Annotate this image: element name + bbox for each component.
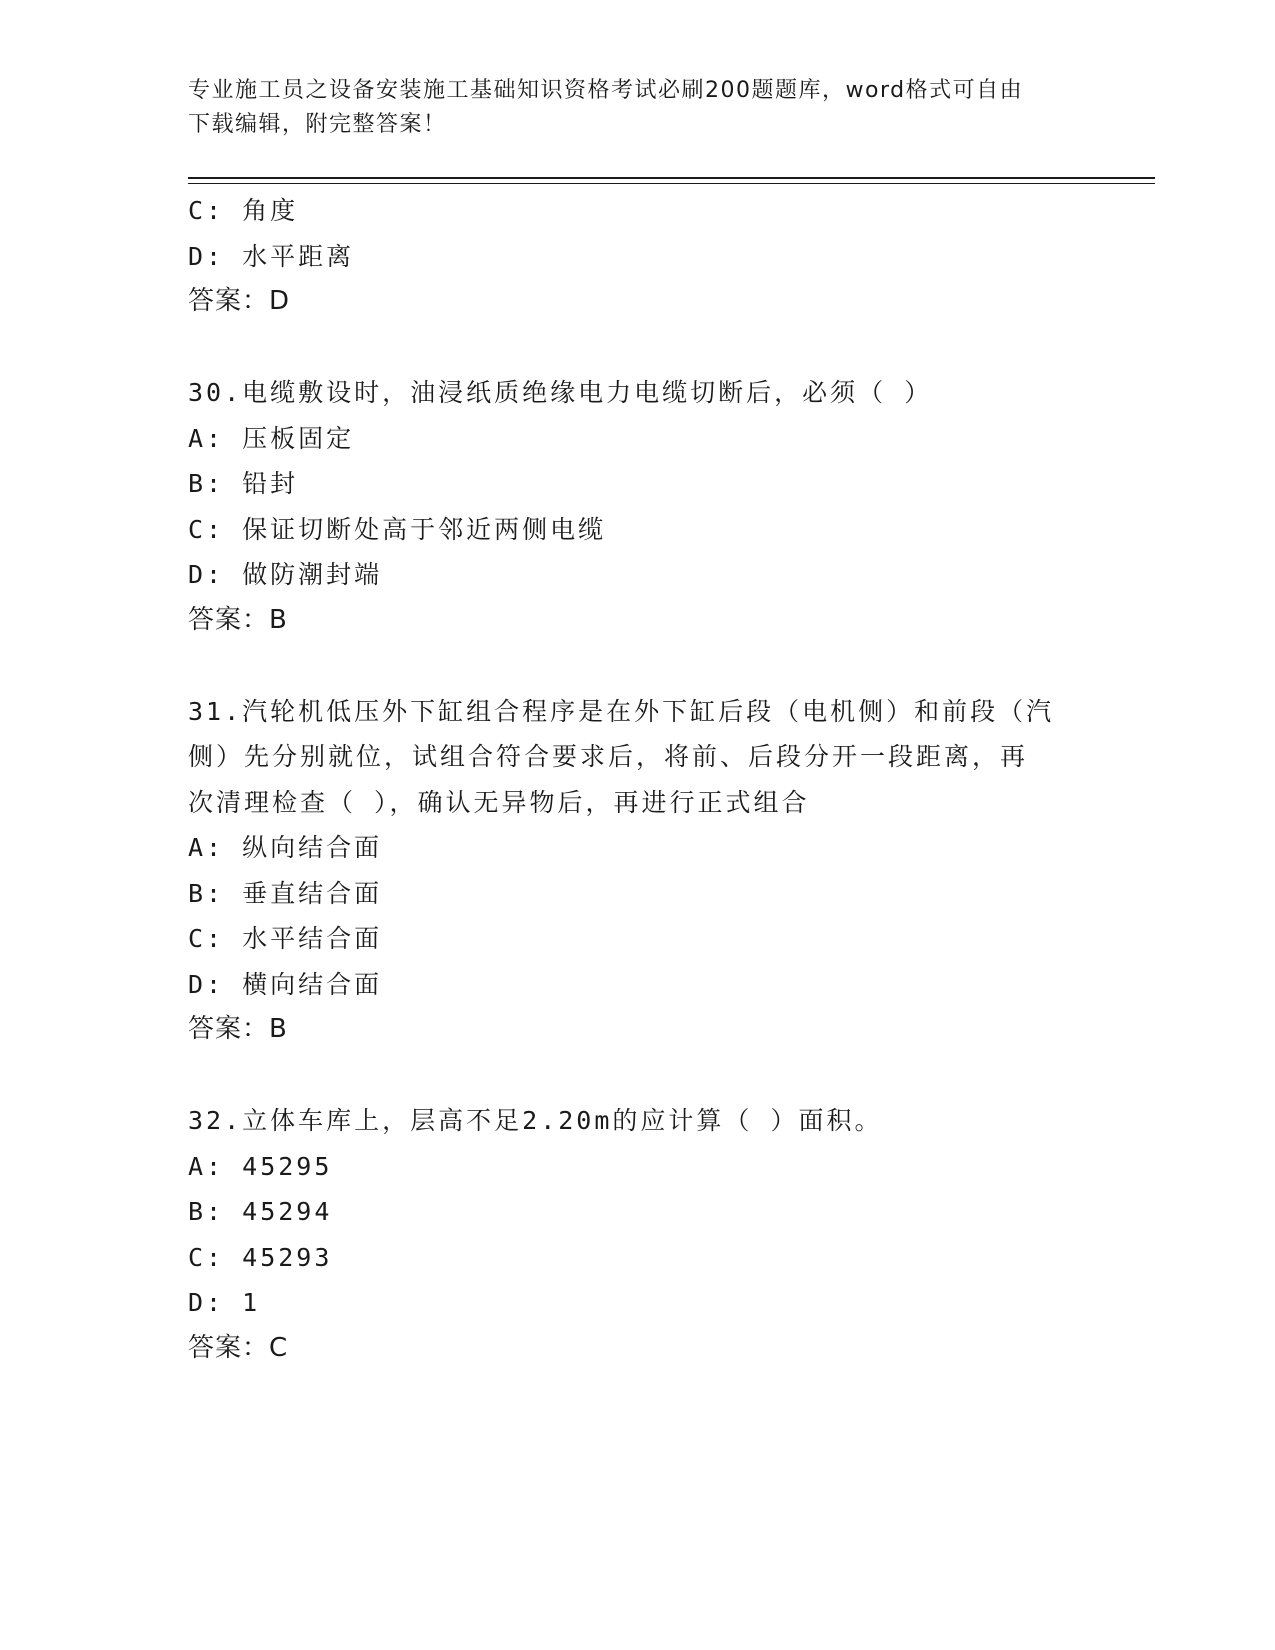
option-b: B: 垂直结合面 <box>188 878 383 908</box>
option-a: A: 压板固定 <box>188 423 355 453</box>
question-stem-line-3: 次清理检查（ ），确认无异物后，再进行正式组合 <box>188 787 810 817</box>
question-32-block <box>188 1098 1088 1371</box>
option-b: B: 铅封 <box>188 469 299 498</box>
option-d: D: 做防潮封端 <box>188 560 383 589</box>
question-stem: 30.电缆敷设时，油浸纸质绝缘电力电缆切断后，必须（ ） <box>188 378 933 407</box>
header-divider-thick <box>188 177 1155 179</box>
option-d: D: 横向结合面 <box>188 969 383 999</box>
document-header <box>188 74 1088 142</box>
option-d: D: 1 <box>188 1288 261 1317</box>
spacer <box>188 643 1088 689</box>
option-c: C: 保证切断处高于邻近两侧电缆 <box>188 514 607 544</box>
question-list <box>188 188 1088 1371</box>
option-c: C: 水平结合面 <box>188 924 383 953</box>
header-divider-thin <box>188 183 1155 184</box>
option-c: C: 45293 <box>188 1242 333 1272</box>
spacer <box>188 1053 1088 1099</box>
header-line-2: 下载编辑，附完整答案！ <box>188 112 447 137</box>
prev-question-block <box>188 188 1088 325</box>
question-30-block <box>188 370 1088 643</box>
spacer <box>188 325 1088 371</box>
option-a: A: 纵向结合面 <box>188 833 383 862</box>
header-line-1: 专业施工员之设备安装施工基础知识资格考试必刷200题题库，word格式可自由 <box>188 78 1024 103</box>
answer-line: 答案：C <box>188 1332 289 1363</box>
answer-line: 答案：B <box>188 604 288 635</box>
option-d: D: 水平距离 <box>188 241 355 271</box>
question-stem-line-1: 31.汽轮机低压外下缸组合程序是在外下缸后段（电机侧）和前段（汽 <box>188 696 1055 726</box>
question-stem-line-2: 侧）先分别就位，试组合符合要求后，将前、后段分开一段距离，再 <box>188 742 1029 771</box>
option-a: A: 45295 <box>188 1151 333 1181</box>
option-b: B: 45294 <box>188 1197 333 1226</box>
answer-line: 答案：D <box>188 286 291 316</box>
question-31-block <box>188 689 1088 1053</box>
question-stem: 32.立体车库上，层高不足2.20m的应计算（ ）面积。 <box>188 1106 883 1135</box>
answer-line: 答案：B <box>188 1014 288 1044</box>
option-c: C: 角度 <box>188 196 299 225</box>
